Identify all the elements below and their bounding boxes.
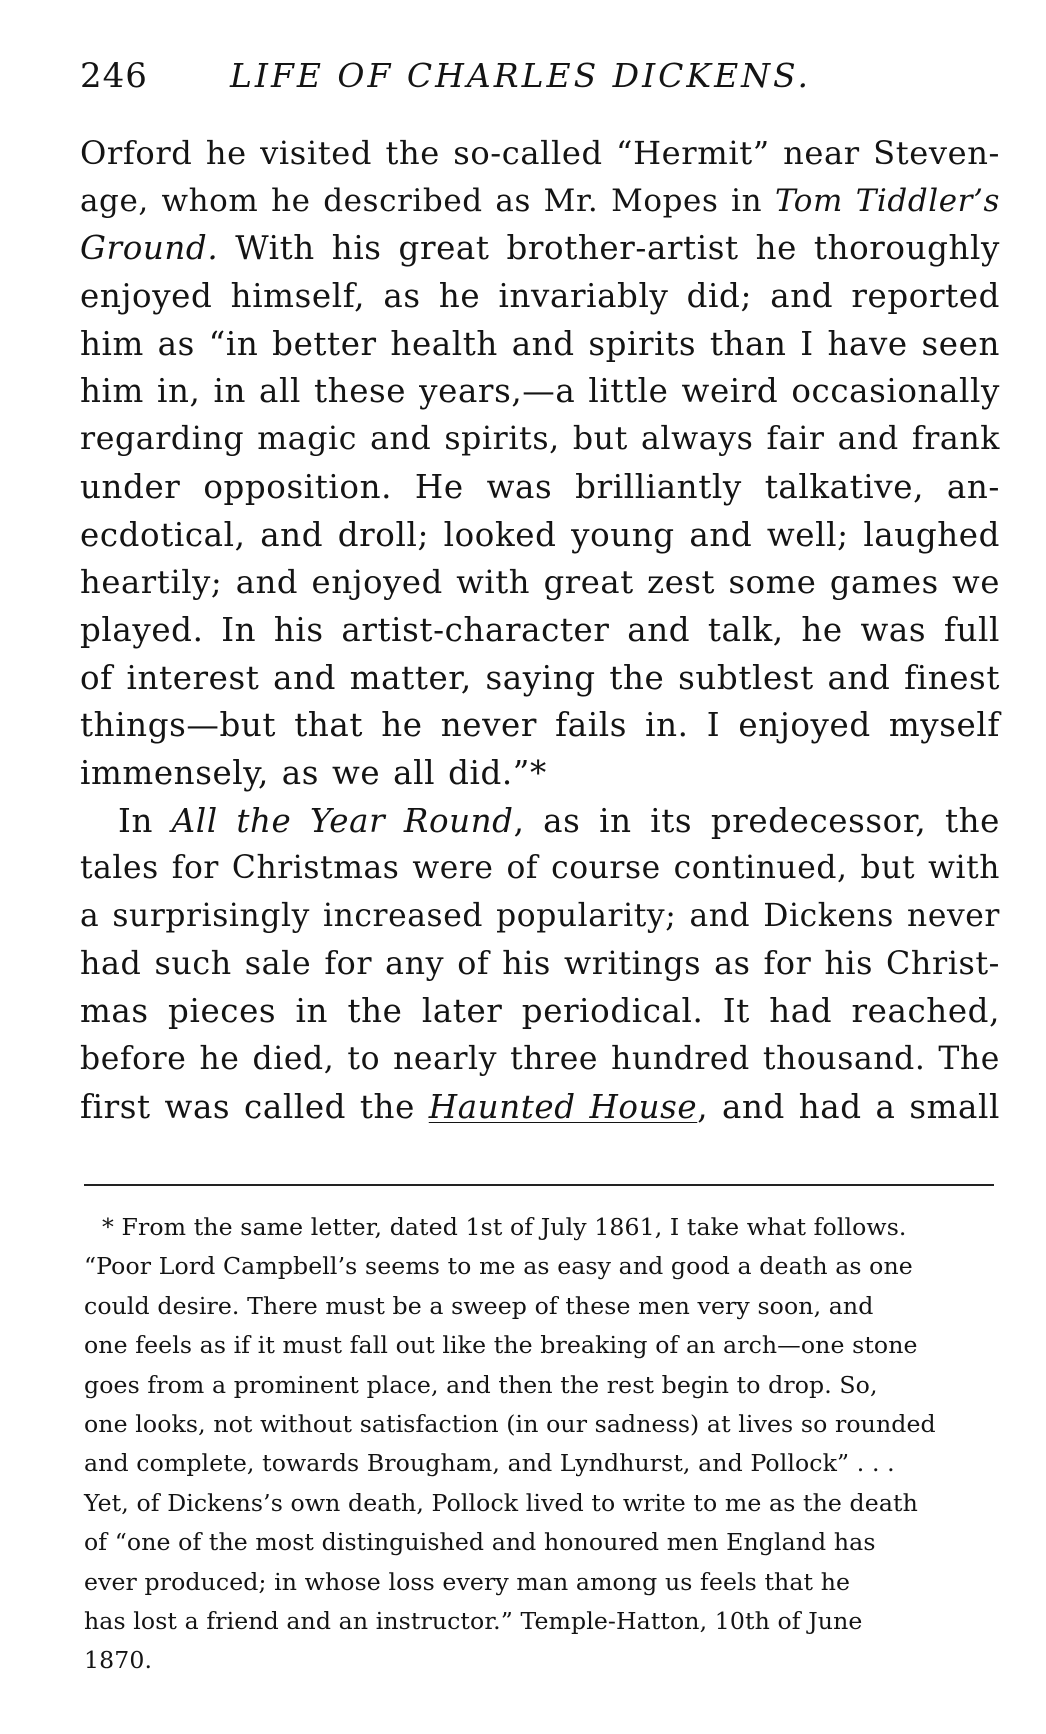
body-line: things—but that he never fails in. I enjoyed myself: [80, 706, 1000, 745]
footnote-line: 1870.: [84, 1646, 153, 1675]
title-italic: Ground.: [80, 229, 219, 268]
body-line: him in, in all these years,—a little weird occasionally: [80, 372, 1000, 411]
footnote-line: of “one of the most distinguished and honoured men England has: [84, 1528, 876, 1557]
body-line: under opposition. He was brilliantly talkative, an-: [80, 467, 1000, 506]
body-line: mas pieces in the later periodical. It had reached,: [80, 992, 1000, 1031]
body-line: heartily; and enjoyed with great zest some games we: [80, 563, 1000, 602]
page-header: [80, 56, 980, 106]
body-line: a surprisingly increased popularity; and Dickens never: [80, 898, 1000, 934]
title-italic: All the Year Round: [171, 801, 514, 840]
running-head: LIFE OF CHARLES DICKENS.: [230, 56, 811, 95]
footnote-divider: [84, 1184, 994, 1186]
footnote-line: * From the same letter, dated 1st of July 1861, I take what follows.: [102, 1213, 907, 1241]
body-line: age, whom he described as Mr. Mopes in Tom Tiddler’s: [80, 182, 1001, 219]
body-line: before he died, to nearly three hundred thousand. The: [80, 1041, 1000, 1078]
footnote-line: and complete, towards Brougham, and Lyndhurst, and Pollock” . . .: [84, 1449, 895, 1478]
body-line: regarding magic and spirits, but always fair and frank: [80, 421, 1000, 458]
title-italic: Haunted House: [428, 1087, 698, 1126]
footnote-line: one feels as if it must fall out like the breaking of an arch—one stone: [84, 1331, 918, 1360]
body-line: immensely, as we all did.”*: [80, 753, 547, 792]
footnote: [84, 1208, 1000, 1681]
title-italic: Tom Tiddler’s: [774, 182, 1001, 219]
body-line: first was called the Haunted House, and had a small: [80, 1087, 1001, 1126]
footnote-line: has lost a friend and an instructor.” Temple-Hatton, 10th of June: [84, 1606, 863, 1635]
body-line: enjoyed himself, as he invariably did; and reported: [80, 277, 1000, 316]
page-number: 246: [80, 56, 148, 96]
body-text: [80, 130, 1000, 1131]
body-line: Ground. With his great brother-artist he thoroughly: [80, 229, 1000, 268]
body-line: ecdotical, and droll; looked young and well; laughed: [80, 515, 1000, 554]
footnote-line: goes from a prominent place, and then the rest begin to drop. So,: [84, 1370, 878, 1399]
body-line: played. In his artist-character and talk, he was full: [80, 610, 1000, 649]
body-line: had such sale for any of his writings as for his Christ-: [80, 945, 1000, 982]
paragraph-start-line: In All the Year Round, as in its predecessor, the: [118, 801, 1000, 840]
footnote-line: “Poor Lord Campbell’s seems to me as easy and good a death as one: [84, 1252, 913, 1281]
body-line: of interest and matter, saying the subtlest and finest: [80, 658, 1000, 697]
body-line: tales for Christmas were of course continued, but with: [80, 850, 1000, 887]
footnote-line: could desire. There must be a sweep of these men very soon, and: [84, 1291, 874, 1320]
footnote-line: Yet, of Dickens’s own death, Pollock lived to write to me as the death: [84, 1488, 918, 1517]
footnote-line: one looks, not without satisfaction (in our sadness) at lives so rounded: [84, 1409, 936, 1438]
body-line: Orford he visited the so-called “Hermit” near Steven-: [80, 134, 1000, 172]
footnote-line: ever produced; in whose loss every man among us feels that he: [84, 1567, 851, 1596]
body-line: him as “in better health and spirits than I have seen: [80, 324, 1000, 363]
